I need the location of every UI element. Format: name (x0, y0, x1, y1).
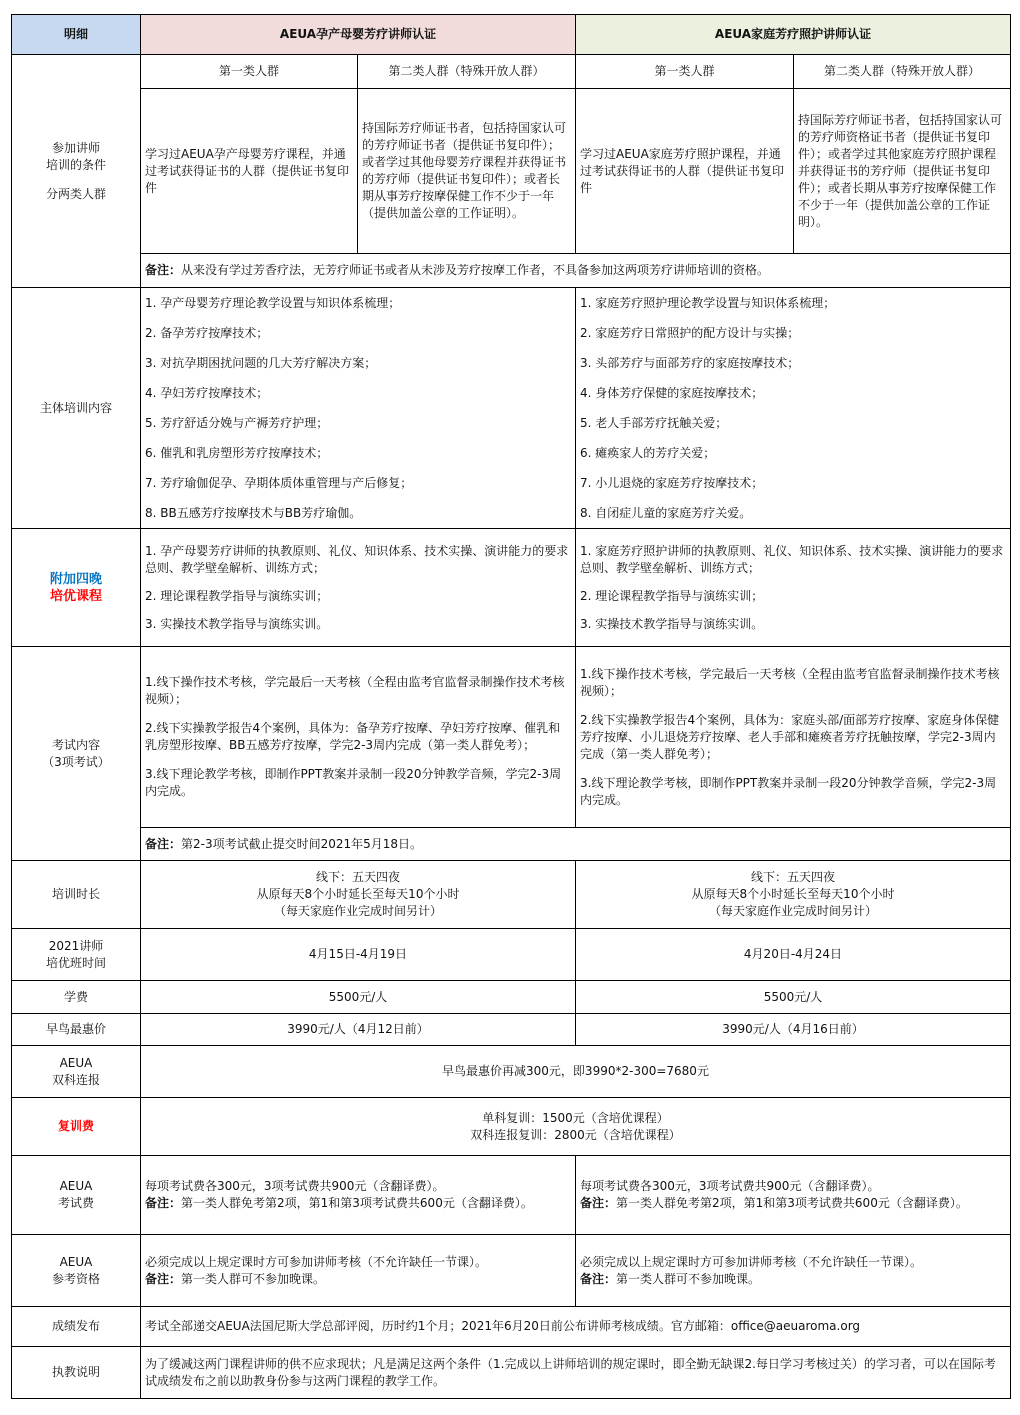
list-item: 7. 小儿退烧的家庭芳疗按摩技术； (580, 475, 764, 490)
list-item: 6. 催乳和乳房塑形芳疗按摩技术； (145, 445, 329, 460)
qualify-b-line1: 必须完成以上规定课时方可参加讲师考核（不允许缺任一节课）。 (580, 1254, 923, 1269)
qualify-b (576, 1235, 1011, 1307)
early-b: 3990元/人（4月16日前） (576, 1014, 1011, 1046)
combo-row (12, 1046, 1011, 1098)
list-item: 3. 实操技术教学指导与演练实训。 (145, 616, 329, 631)
exam-note (141, 828, 1011, 861)
exam-fee-b-note-text: 第一类人群免考第2项，第1和第3项考试费共600元（含翻译费）。 (616, 1196, 968, 1210)
teaching-label: 执教说明 (12, 1347, 141, 1399)
combo-label-1: AEUA (59, 1055, 93, 1070)
list-item: 4. 孕妇芳疗按摩技术； (145, 385, 269, 400)
exam-fee-a (141, 1156, 576, 1235)
retrain-row (12, 1098, 1011, 1156)
list-item: 5. 老人手部芳疗抚触关爱； (580, 415, 728, 430)
list-item: 2. 理论课程教学指导与演练实训； (580, 588, 764, 603)
a-group2-condition: 持国际芳疗师证书者，包括持国家认可的芳疗师证书者（提供证书复印件）；或者学过其他母婴芳疗课程并获得证书的芳疗师（提供证书复印件）；或者长期从事芳疗按摩保健工作不少于一年（提供加盖公章的工作证明）。 (358, 89, 576, 254)
fee-b: 5500元/人 (576, 981, 1011, 1014)
conditions-note-row (12, 254, 1011, 288)
retrain-text (141, 1098, 1011, 1156)
list-item: 3. 对抗孕期困扰问题的几大芳疗解决方案； (145, 355, 377, 370)
exam-fee-a-note-text: 第一类人群免考第2项，第1和第3项考试费共600元（含翻译费）。 (181, 1196, 533, 1210)
duration-label: 培训时长 (12, 861, 141, 929)
combo-text: 早鸟最惠价再减300元，即3990*2-300=7680元 (141, 1046, 1011, 1098)
conditions-group-row (12, 55, 1011, 89)
exam-note-text: 第2-3项考试截止提交时间2021年5月18日。 (181, 836, 423, 851)
exam-fee-b-note-label: 备注： (580, 1196, 617, 1210)
duration-b-line3: （每天家庭作业完成时间另计） (708, 904, 877, 918)
qualify-label (12, 1235, 141, 1307)
b-group2-header: 第二类人群（特殊开放人群） (794, 55, 1011, 89)
list-item: 7. 芳疗瑜伽促孕、孕期体质体重管理与产后修复； (145, 475, 413, 490)
exam-fee-a-line1: 每项考试费各300元，3项考试费共900元（含翻译费）。 (145, 1179, 445, 1193)
content-a-list (141, 288, 576, 529)
list-item: 2.线下实操教学报告4个案例，具体为：备孕芳疗按摩、孕妇芳疗按摩、催乳和乳房塑形按摩、BB五感芳疗按摩，学完2-3周内完成（第一类人群免考）； (145, 721, 561, 752)
schedule-label-2: 培优班时间 (45, 955, 106, 970)
a-group1-condition: 学习过AEUA孕产母婴芳疗课程，并通过考试获得证书的人群（提供证书复印件 (141, 89, 358, 254)
exam-label-1: 考试内容 (51, 737, 100, 752)
content-b-list (576, 288, 1011, 529)
combo-label (12, 1046, 141, 1098)
list-item: 1. 孕产母婴芳疗讲师的执教原则、礼仪、知识体系、技术实操、演讲能力的要求总则、教学壁垒解析、训练方式； (145, 543, 569, 575)
exam-label (12, 647, 141, 861)
list-item: 2. 理论课程教学指导与演练实训； (145, 588, 329, 603)
qualify-b-note-text: 第一类人群可不参加晚课。 (616, 1271, 761, 1286)
content-label: 主体培训内容 (12, 288, 141, 529)
results-text: 考试全部递交AEUA法国尼斯大学总部评阅，历时约1个月；2021年6月20日前公布讲师考核成绩。官方邮箱：office@aeuaroma.org (141, 1307, 1011, 1347)
list-item: 3. 实操技术教学指导与演练实训。 (580, 616, 764, 631)
header-course-a: AEUA孕产母婴芳疗讲师认证 (141, 15, 576, 55)
fee-a: 5500元/人 (141, 981, 576, 1014)
content-row (12, 288, 1011, 529)
b-group1-condition: 学习过AEUA家庭芳疗照护课程，并通过考试获得证书的人群（提供证书复印件 (576, 89, 794, 254)
list-item: 1. 孕产母婴芳疗理论教学设置与知识体系梳理； (145, 295, 401, 310)
list-item: 1. 家庭芳疗照护讲师的执教原则、礼仪、知识体系、技术实操、演讲能力的要求总则、教学壁垒解析、训练方式； (580, 543, 1004, 575)
exam-fee-label (12, 1156, 141, 1235)
header-row (12, 15, 1011, 55)
qualify-b-note-label: 备注： (580, 1271, 617, 1286)
list-item: 2.线下实操教学报告4个案例，具体为：家庭头部/面部芳疗按摩、家庭身体保健芳疗按摩、小儿退烧芳疗按摩、老人手部和瘫痪者芳疗抚触按摩，学完2-3周内完成（第一类人群免考）； (580, 712, 1000, 761)
exam-fee-b (576, 1156, 1011, 1235)
schedule-a: 4月15日-4月19日 (141, 929, 576, 981)
list-item: 1. 家庭芳疗照护理论教学设置与知识体系梳理； (580, 295, 836, 310)
qualify-label-1: AEUA (59, 1254, 93, 1269)
a-group2-header: 第二类人群（特殊开放人群） (358, 55, 576, 89)
exam-b-list (576, 647, 1011, 828)
duration-row (12, 861, 1011, 929)
conditions-label-1: 参加讲师 (51, 140, 100, 155)
list-item: 2. 备孕芳疗按摩技术； (145, 325, 269, 340)
qualify-a-note-label: 备注： (145, 1271, 182, 1286)
b-group1-header: 第一类人群 (576, 55, 794, 89)
duration-b-line2: 从原每天8个小时延长至每天10个小时 (691, 887, 895, 901)
duration-a-line2: 从原每天8个小时延长至每天10个小时 (256, 887, 460, 901)
early-label: 早鸟最惠价 (12, 1014, 141, 1046)
conditions-label-3: 分两类人群 (45, 186, 106, 201)
qualify-label-2: 参考资格 (51, 1271, 100, 1286)
results-label: 成绩发布 (12, 1307, 141, 1347)
list-item: 4. 身体芳疗保健的家庭按摩技术； (580, 385, 764, 400)
exam-fee-row (12, 1156, 1011, 1235)
list-item: 3. 头部芳疗与面部芳疗的家庭按摩技术； (580, 355, 800, 370)
exam-fee-a-note-label: 备注： (145, 1196, 182, 1210)
exam-fee-label-2: 考试费 (57, 1196, 94, 1210)
exam-fee-b-line1: 每项考试费各300元，3项考试费共900元（含翻译费）。 (580, 1179, 880, 1193)
conditions-detail-row (12, 89, 1011, 254)
qualify-row (12, 1235, 1011, 1307)
teaching-text: 为了缓减这两门课程讲师的供不应求现状；凡是满足这两个条件（1.完成以上讲师培训的规定课时，即全勤无缺课2.每日学习考核过关）的学习者，可以在国际考试成绩发布之前以助教身份参与这两门课程的教学工作。 (141, 1347, 1011, 1399)
extra-label-1: 附加四晚 (49, 571, 102, 587)
list-item: 3.线下理论教学考核，即制作PPT教案并录制一段20分钟教学音频，学完2-3周内完成。 (145, 767, 562, 798)
early-a: 3990元/人（4月12日前） (141, 1014, 576, 1046)
retrain-line1: 单科复训：1500元（含培优课程） (482, 1110, 669, 1125)
qualify-a (141, 1235, 576, 1307)
list-item: 3.线下理论教学考核，即制作PPT教案并录制一段20分钟教学音频，学完2-3周内完成。 (580, 775, 997, 807)
exam-note-label: 备注： (145, 836, 182, 851)
conditions-note-label: 备注： (145, 263, 182, 277)
b-group2-condition: 持国际芳疗师证书者，包括持国家认可的芳疗师资格证书者（提供证书复印件）；或者学过其他家庭芳疗照护课程并获得证书的芳疗师（提供证书复印件）；或者长期从事芳疗按摩保健工作不少于一年（提供加盖公章的工作证明）。 (794, 89, 1011, 254)
duration-a (141, 861, 576, 929)
header-course-b: AEUA家庭芳疗照护讲师认证 (576, 15, 1011, 55)
duration-b-line1: 线下：五天四夜 (750, 870, 835, 884)
header-detail: 明细 (12, 15, 141, 55)
extra-label (12, 529, 141, 647)
exam-fee-label-1: AEUA (59, 1179, 93, 1193)
training-info-table (11, 14, 1011, 1399)
conditions-label-2: 培训的条件 (45, 157, 106, 172)
schedule-label-1: 2021讲师 (48, 938, 104, 953)
duration-b (576, 861, 1011, 929)
exam-row (12, 647, 1011, 828)
retrain-line2: 双科连报复训：2800元（含培优课程） (470, 1127, 681, 1142)
fee-row (12, 981, 1011, 1014)
list-item: 1.线下操作技术考核，学完最后一天考核（全程由监考官监督录制操作技术考核视频）； (145, 675, 565, 706)
a-group1-header: 第一类人群 (141, 55, 358, 89)
early-row (12, 1014, 1011, 1046)
results-row (12, 1307, 1011, 1347)
list-item: 8. 自闭症儿童的家庭芳疗关爱。 (580, 505, 752, 520)
schedule-row (12, 929, 1011, 981)
extra-row (12, 529, 1011, 647)
list-item: 8. BB五感芳疗按摩技术与BB芳疗瑜伽。 (145, 505, 362, 520)
fee-label: 学费 (12, 981, 141, 1014)
qualify-a-line1: 必须完成以上规定课时方可参加讲师考核（不允许缺任一节课）。 (145, 1254, 488, 1269)
list-item: 1.线下操作技术考核，学完最后一天考核（全程由监考官监督录制操作技术考核视频）； (580, 666, 1000, 698)
schedule-label (12, 929, 141, 981)
list-item: 2. 家庭芳疗日常照护的配方设计与实操； (580, 325, 800, 340)
exam-note-row (12, 828, 1011, 861)
extra-a-list (141, 529, 576, 647)
combo-label-2: 双科连报 (51, 1072, 100, 1087)
duration-a-line3: （每天家庭作业完成时间另计） (273, 904, 442, 918)
conditions-label (12, 55, 141, 288)
qualify-a-note-text: 第一类人群可不参加晚课。 (181, 1271, 326, 1286)
list-item: 6. 瘫痪家人的芳疗关爱； (580, 445, 716, 460)
exam-a-list (141, 647, 576, 828)
extra-label-2: 培优课程 (49, 588, 102, 604)
list-item: 5. 芳疗舒适分娩与产褥芳疗护理； (145, 415, 329, 430)
exam-label-2: （3项考试） (42, 754, 110, 769)
schedule-b: 4月20日-4月24日 (576, 929, 1011, 981)
duration-a-line1: 线下：五天四夜 (315, 870, 400, 884)
retrain-label: 复训费 (12, 1098, 141, 1156)
extra-b-list (576, 529, 1011, 647)
teaching-row (12, 1347, 1011, 1399)
conditions-note-text: 从来没有学过芳香疗法，无芳疗师证书或者从未涉及芳疗按摩工作者，不具备参加这两项芳疗讲师培训的资格。 (181, 263, 770, 277)
conditions-note (141, 254, 1011, 288)
